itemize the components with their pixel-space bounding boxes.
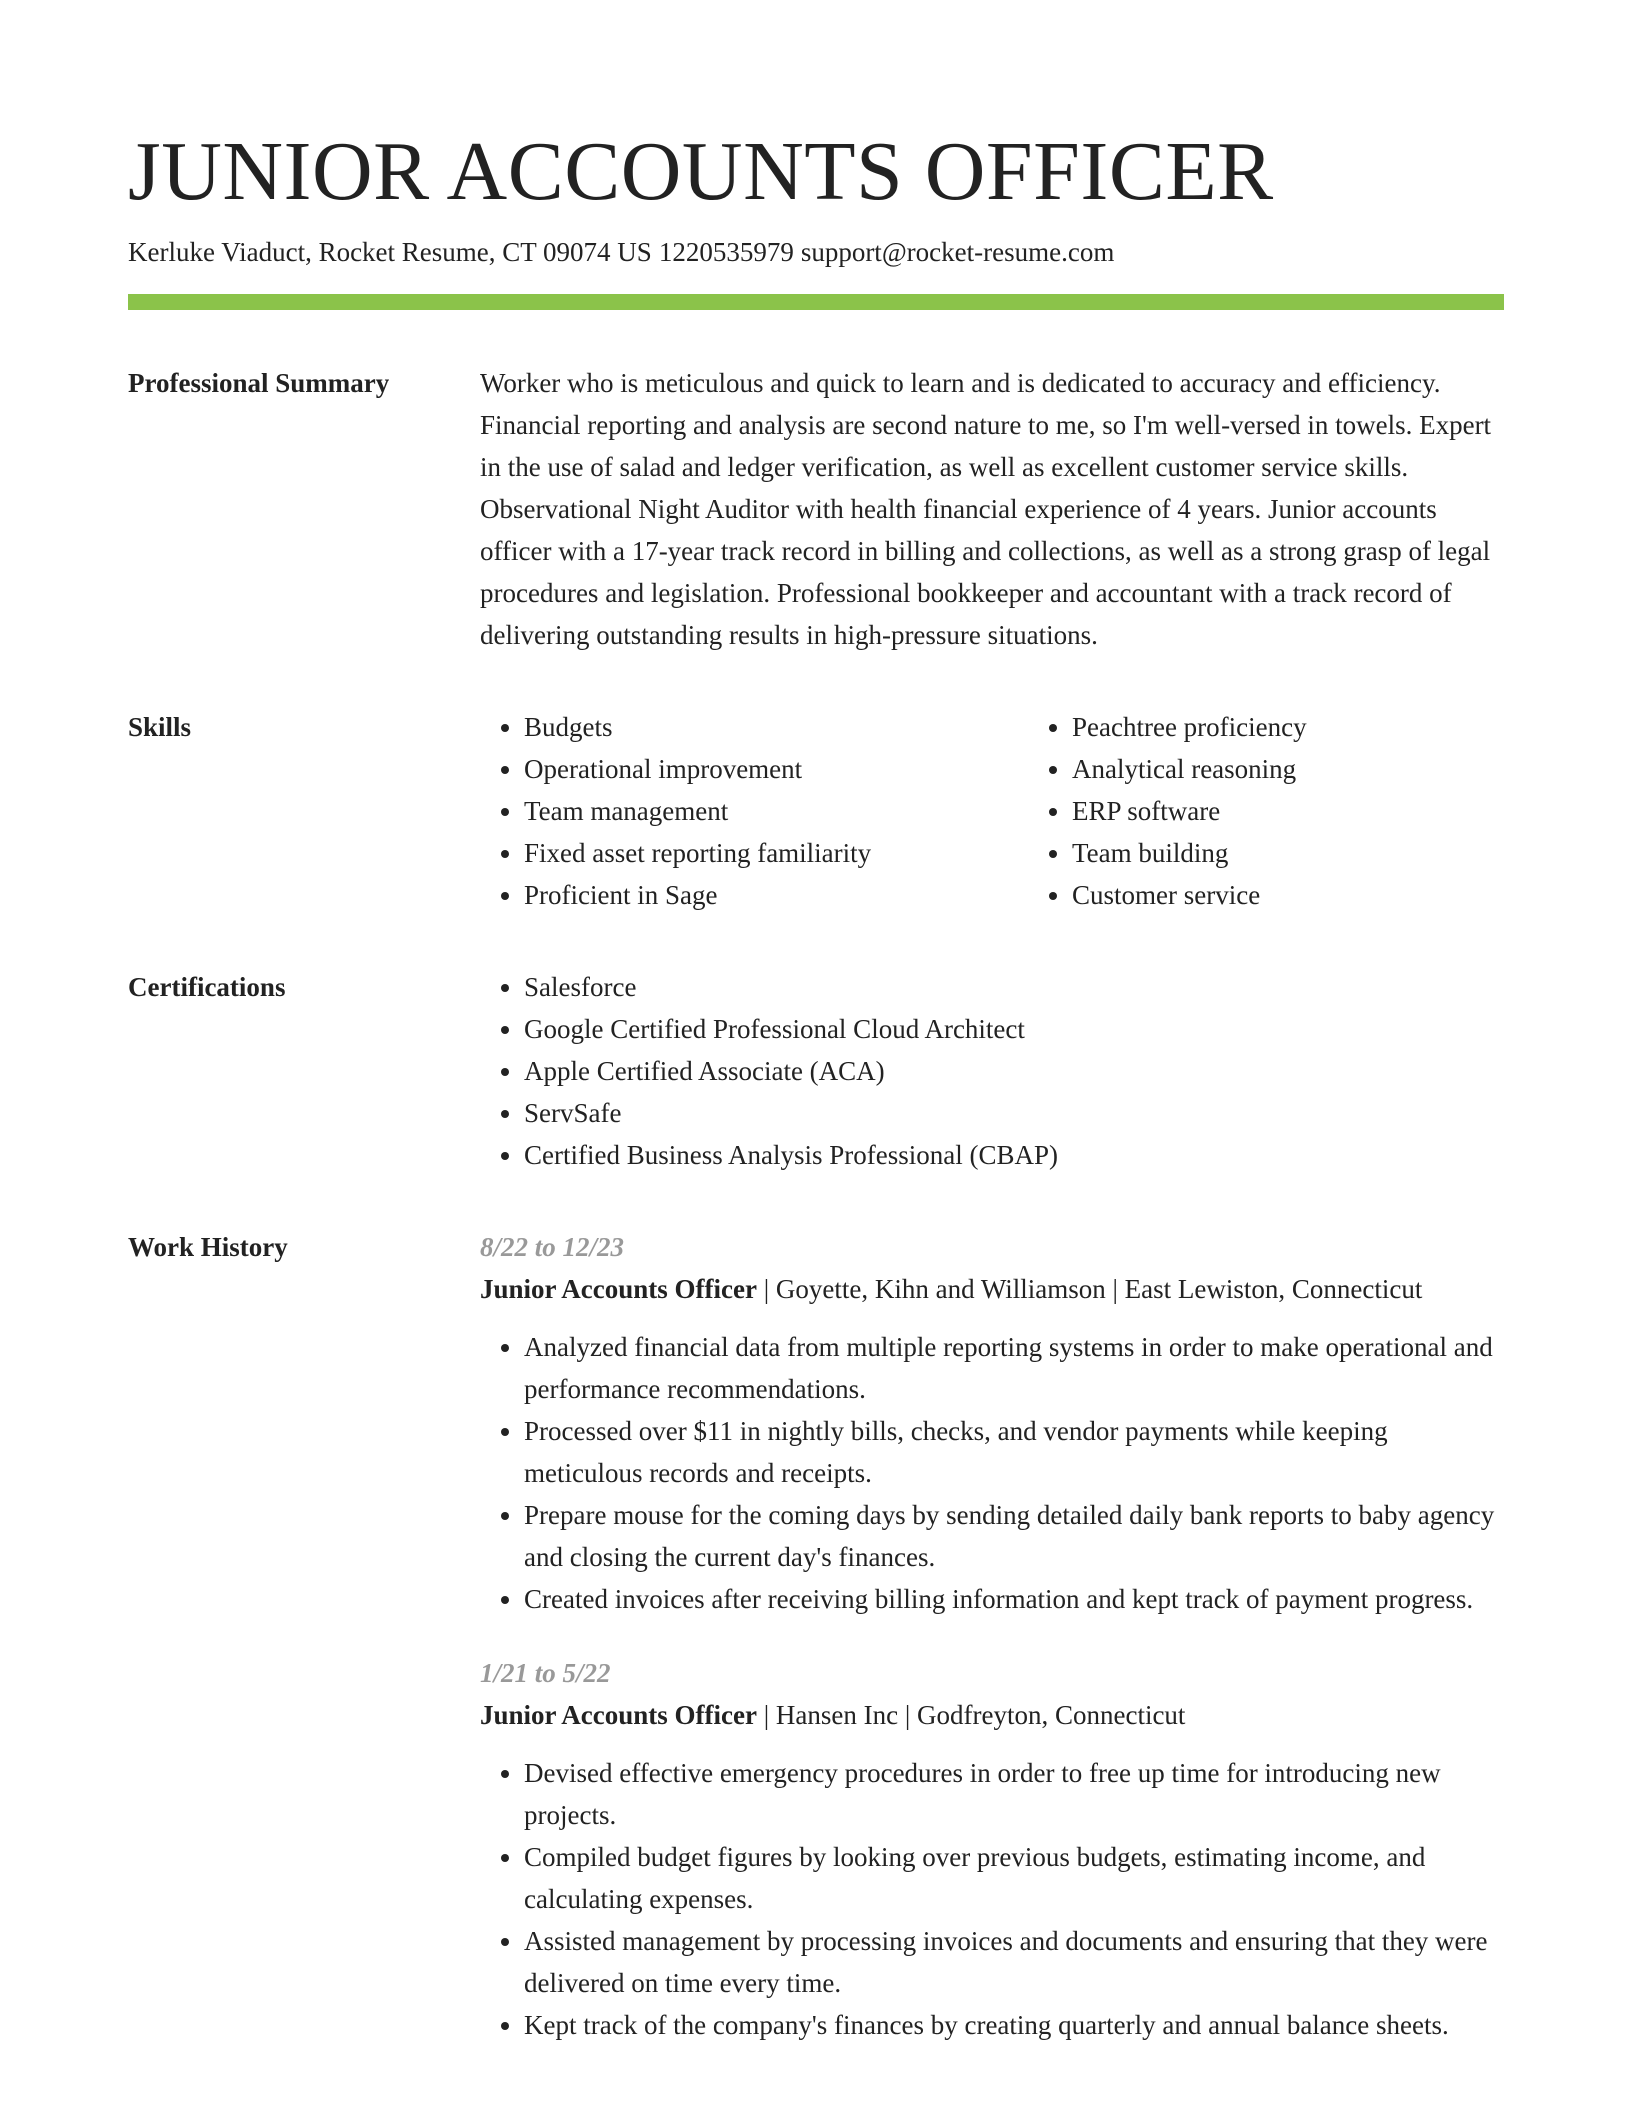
job-title: Junior Accounts Officer xyxy=(480,1700,757,1730)
accent-divider xyxy=(128,294,1504,310)
contact-email: support@rocket-resume.com xyxy=(800,237,1115,267)
certifications-list xyxy=(480,966,1504,1176)
job-title: Junior Accounts Officer xyxy=(480,1274,757,1304)
certification-item: • Certified Business Analysis Professional (CBAP) xyxy=(524,1134,1504,1176)
job-duty: • Assisted management by processing invoices and documents and ensuring that they were delivered on time every time. xyxy=(524,1920,1504,2004)
resume-name-heading: JUNIOR ACCOUNTS OFFICER xyxy=(128,125,1274,218)
skill-item: • Team management xyxy=(524,790,1028,832)
job-duties-list xyxy=(480,1326,1504,1620)
contact-address: Kerluke Viaduct, Rocket Resume, CT 09074 US xyxy=(128,237,652,267)
skill-item: • Analytical reasoning xyxy=(1072,748,1576,790)
job-duty: • Analyzed financial data from multiple reporting systems in order to make operational and performance recommendations. xyxy=(524,1326,1504,1410)
skills-title: Skills xyxy=(128,712,192,742)
certifications-title: Certifications xyxy=(128,972,286,1002)
certification-item: • Apple Certified Associate (ACA) xyxy=(524,1050,1504,1092)
summary-section xyxy=(128,362,1504,656)
job-duty: • Kept track of the company's finances by creating quarterly and annual balance sheets. xyxy=(524,2004,1504,2046)
job-duty: • Compiled budget figures by looking over previous budgets, estimating income, and calculating expenses. xyxy=(524,1836,1504,1920)
summary-title: Professional Summary xyxy=(128,368,390,398)
skill-item: • Peachtree proficiency xyxy=(1072,706,1576,748)
skill-item: • Fixed asset reporting familiarity xyxy=(524,832,1028,874)
job-location: East Lewiston, Connecticut xyxy=(1124,1274,1423,1304)
job-entry xyxy=(480,1226,1504,1620)
job-duty: • Prepare mouse for the coming days by sending detailed daily bank reports to baby agency and closing the current day's finances. xyxy=(524,1494,1504,1578)
skill-item: • Proficient in Sage xyxy=(524,874,1028,916)
job-dates: 8/22 to 12/23 xyxy=(480,1232,625,1262)
skill-item: • Team building xyxy=(1072,832,1576,874)
skills-list-right xyxy=(1028,706,1576,916)
job-dates: 1/21 to 5/22 xyxy=(480,1658,611,1688)
work-history-section xyxy=(128,1226,1504,2046)
certifications-section xyxy=(128,966,1504,1176)
resume-page xyxy=(128,0,1504,2046)
job-heading: Junior Accounts Officer | Hansen Inc | Godfreyton, Connecticut xyxy=(480,1700,1186,1730)
job-heading: Junior Accounts Officer | Goyette, Kihn and Williamson | East Lewiston, Connecticut xyxy=(480,1274,1423,1304)
contact-line xyxy=(128,234,1504,270)
job-company: Goyette, Kihn and Williamson xyxy=(775,1274,1106,1304)
job-duty: • Processed over $11 in nightly bills, checks, and vendor payments while keeping meticulous records and receipts. xyxy=(524,1410,1504,1494)
job-duty: • Devised effective emergency procedures in order to free up time for introducing new projects. xyxy=(524,1752,1504,1836)
job-entry xyxy=(480,1652,1504,2046)
skill-item: • Operational improvement xyxy=(524,748,1028,790)
certification-item: • ServSafe xyxy=(524,1092,1504,1134)
skill-item: • ERP software xyxy=(1072,790,1576,832)
work-history-title: Work History xyxy=(128,1232,288,1262)
skill-item: • Budgets xyxy=(524,706,1028,748)
skills-list-left xyxy=(480,706,1028,916)
job-company: Hansen Inc xyxy=(775,1700,899,1730)
summary-text: Worker who is meticulous and quick to learn and is dedicated to accuracy and efficiency. Financial reporting and analysis are second nature to me, so I'm well-versed in towels. Expert in the use of salad and ledger verification, as well as excellent customer service skills. Observational Night Auditor with health financial experience of 4 years. Junior accounts officer with a 17-year track record in billing and collections, as well as a strong grasp of legal procedures and legislation. Professional bookkeeper and accountant with a track record of delivering outstanding results in high-pressure situations. xyxy=(480,368,1492,650)
job-duty: • Created invoices after receiving billing information and kept track of payment progress. xyxy=(524,1578,1504,1620)
job-location: Godfreyton, Connecticut xyxy=(917,1700,1186,1730)
skill-item: • Customer service xyxy=(1072,874,1576,916)
certification-item: • Salesforce xyxy=(524,966,1504,1008)
job-duties-list xyxy=(480,1752,1504,2046)
certification-item: • Google Certified Professional Cloud Architect xyxy=(524,1008,1504,1050)
skills-section xyxy=(128,706,1504,916)
contact-phone: 1220535979 xyxy=(658,237,794,267)
